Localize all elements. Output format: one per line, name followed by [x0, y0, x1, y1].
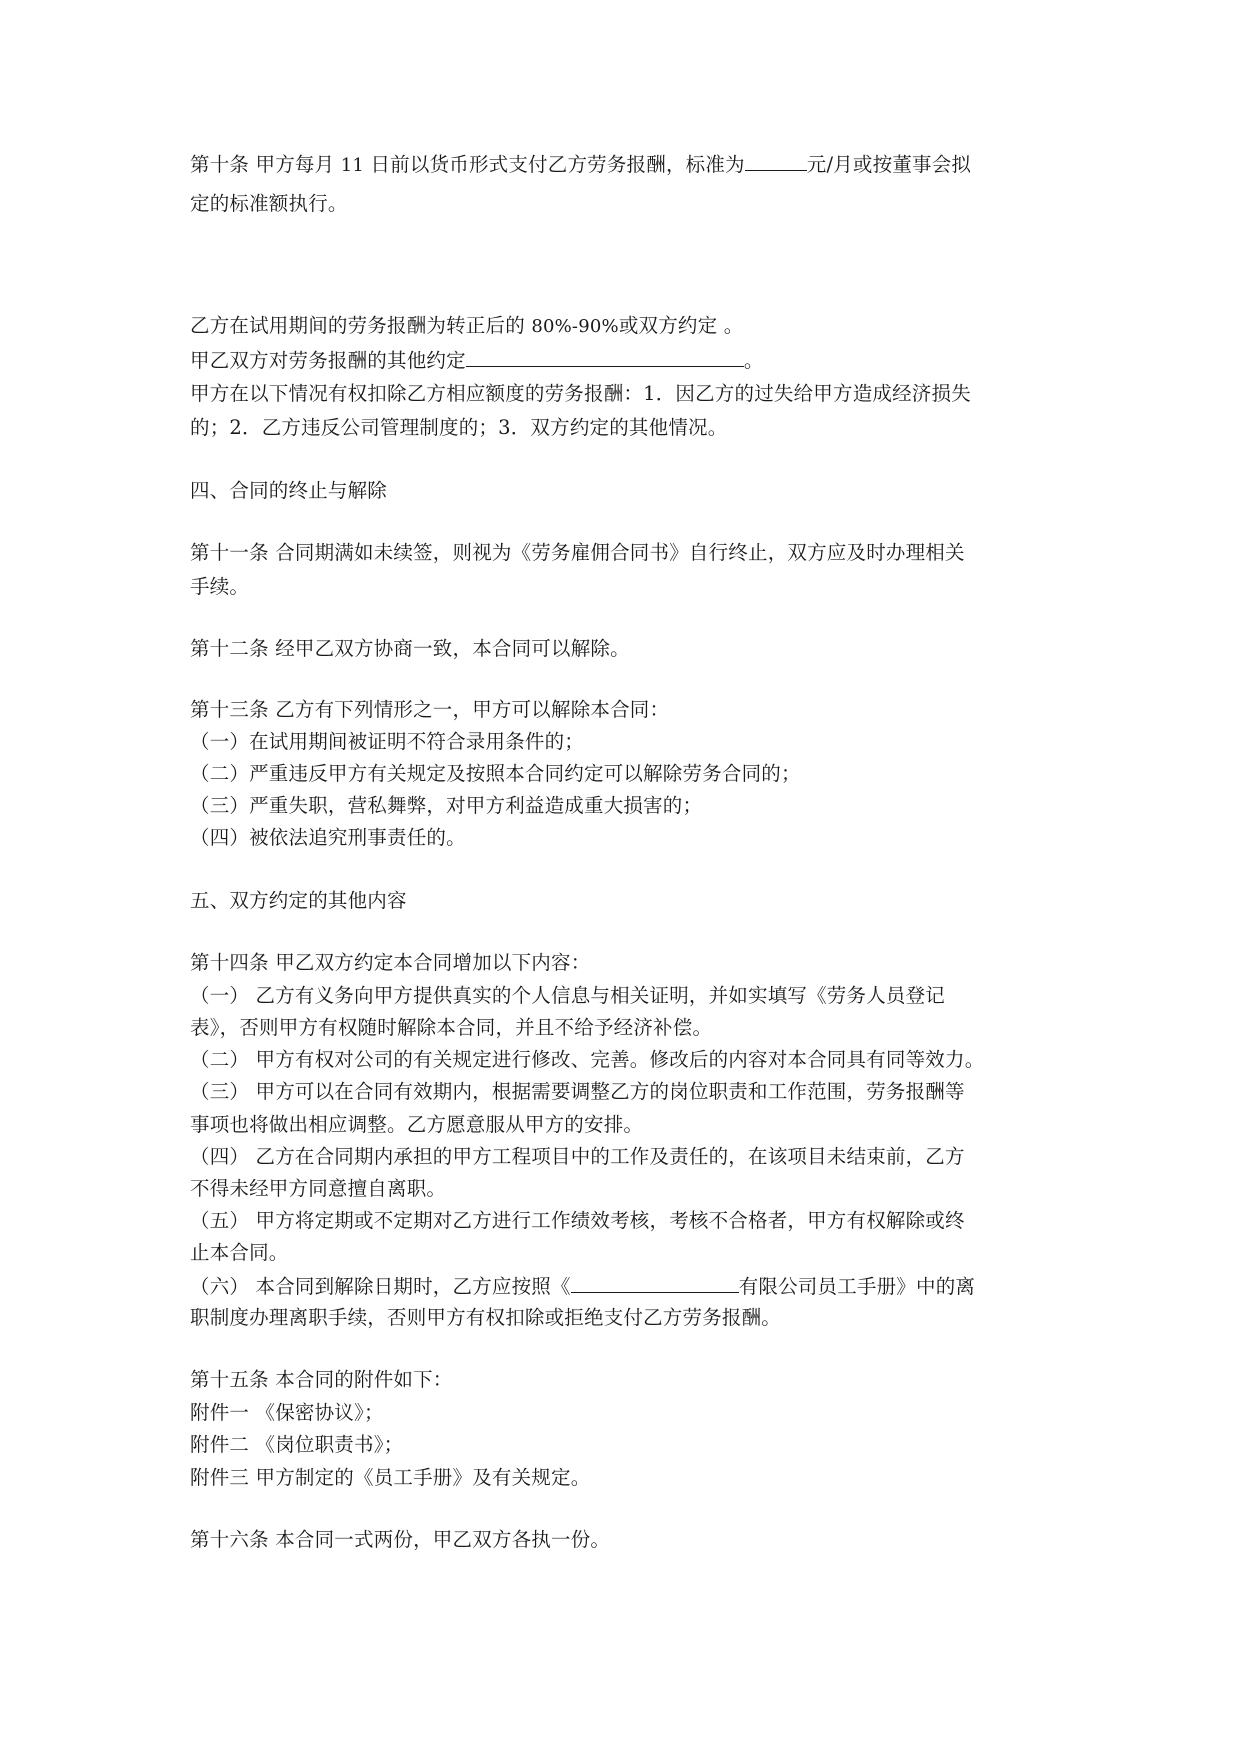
other-pay-blank[interactable]: [466, 347, 744, 367]
attachment-1: 附件一 《保密协议》；: [190, 1401, 384, 1424]
item-6-text-a: （六） 本合同到解除日期时，乙方应按照《: [190, 1275, 571, 1298]
article-16: 第十六条 本合同一式两份，甲乙双方各执一份。: [190, 1528, 611, 1551]
attachment-3: 附件三 甲方制定的《员工手册》及有关规定。: [190, 1466, 591, 1489]
item-6-text-b: 有限公司员工手册》中的离: [738, 1275, 976, 1298]
article-14-item-2: （二） 甲方有权对公司的有关规定进行修改、完善。修改后的内容对本合同具有同等效力。: [190, 1048, 985, 1071]
other-pay-text: 甲乙双方对劳务报酬的其他约定: [190, 349, 466, 372]
article-14-item-4-line-2: 不得未经甲方同意擅自离职。: [190, 1177, 447, 1200]
article-14-item-5-line-2: 止本合同。: [190, 1241, 289, 1264]
article-14-item-1-line-2: 表》，否则甲方有权随时解除本合同，并且不给予经济补偿。: [190, 1016, 713, 1039]
probation-pay-line: [190, 313, 743, 340]
article-10-line-1: [190, 151, 971, 179]
probation-pay-text-b: 或双方约定 。: [618, 314, 744, 337]
article-14-item-3-line-2: 事项也将做出相应调整。乙方愿意服从甲方的安排。: [190, 1113, 644, 1136]
article-14-item-5-line-1: （五） 甲方将定期或不定期对乙方进行工作绩效考核，考核不合格者，甲方有权解除或终: [190, 1209, 965, 1232]
deduction-line-2: 的；2．乙方违反公司管理制度的；3．双方约定的其他情况。: [190, 416, 728, 439]
article-11-line-2: 手续。: [190, 575, 250, 598]
article-12: 第十二条 经甲乙双方协商一致，本合同可以解除。: [190, 637, 630, 660]
article-13-intro: 第十三条 乙方有下列情形之一，甲方可以解除本合同：: [190, 698, 670, 721]
probation-pay-percent: 80%-90%: [531, 316, 619, 337]
probation-pay-text-a: 乙方在试用期间的劳务报酬为转正后的: [190, 314, 525, 337]
section-4-heading: 四、合同的终止与解除: [190, 479, 388, 502]
article-10-text-a: 第十条 甲方每月: [190, 153, 335, 176]
article-13-item-1: （一）在试用期间被证明不符合录用条件的；: [190, 730, 585, 753]
article-13-item-3: （三）严重失职，营私舞弊，对甲方利益造成重大损害的；: [190, 794, 703, 817]
article-14-item-3-line-1: （三） 甲方可以在合同有效期内，根据需要调整乙方的岗位职责和工作范围，劳务报酬等: [190, 1080, 965, 1103]
article-14-intro: 第十四条 甲乙双方约定本合同增加以下内容：: [190, 951, 591, 974]
article-10-text-b: 日前以货币形式支付乙方劳务报酬，标准为: [370, 153, 745, 176]
company-name-blank[interactable]: [571, 1273, 739, 1293]
article-15-intro: 第十五条 本合同的附件如下：: [190, 1368, 453, 1391]
article-10-day: 11: [340, 155, 365, 176]
deduction-line-1: 甲方在以下情况有权扣除乙方相应额度的劳务报酬：1．因乙方的过失给甲方造成经济损失: [190, 382, 971, 405]
article-13-item-2: （二）严重违反甲方有关规定及按照本合同约定可以解除劳务合同的；: [190, 762, 801, 785]
article-13-item-4: （四）被依法追究刑事责任的。: [190, 826, 466, 849]
article-14-item-1-line-1: （一） 乙方有义务向甲方提供真实的个人信息与相关证明，并如实填写《劳务人员登记: [190, 984, 945, 1007]
article-14-item-6-line-1: [190, 1273, 975, 1300]
article-10-line-2: 定的标准额执行。: [190, 192, 348, 215]
other-pay-end: 。: [743, 349, 764, 372]
attachment-2: 附件二 《岗位职责书》；: [190, 1433, 404, 1456]
salary-blank[interactable]: [745, 151, 807, 171]
article-10-text-c: 元/月或按董事会拟: [806, 153, 972, 176]
other-pay-line: [190, 347, 764, 374]
article-14-item-6-line-2: 职制度办理离职手续，否则甲方有权扣除或拒绝支付乙方劳务报酬。: [190, 1306, 782, 1329]
article-11-line-1: 第十一条 合同期满如未续签，则视为《劳务雇佣合同书》自行终止，双方应及时办理相关: [190, 541, 965, 564]
article-14-item-4-line-1: （四） 乙方在合同期内承担的甲方工程项目中的工作及责任的，在该项目未结束前，乙方: [190, 1145, 965, 1168]
section-5-heading: 五、双方约定的其他内容: [190, 889, 407, 912]
